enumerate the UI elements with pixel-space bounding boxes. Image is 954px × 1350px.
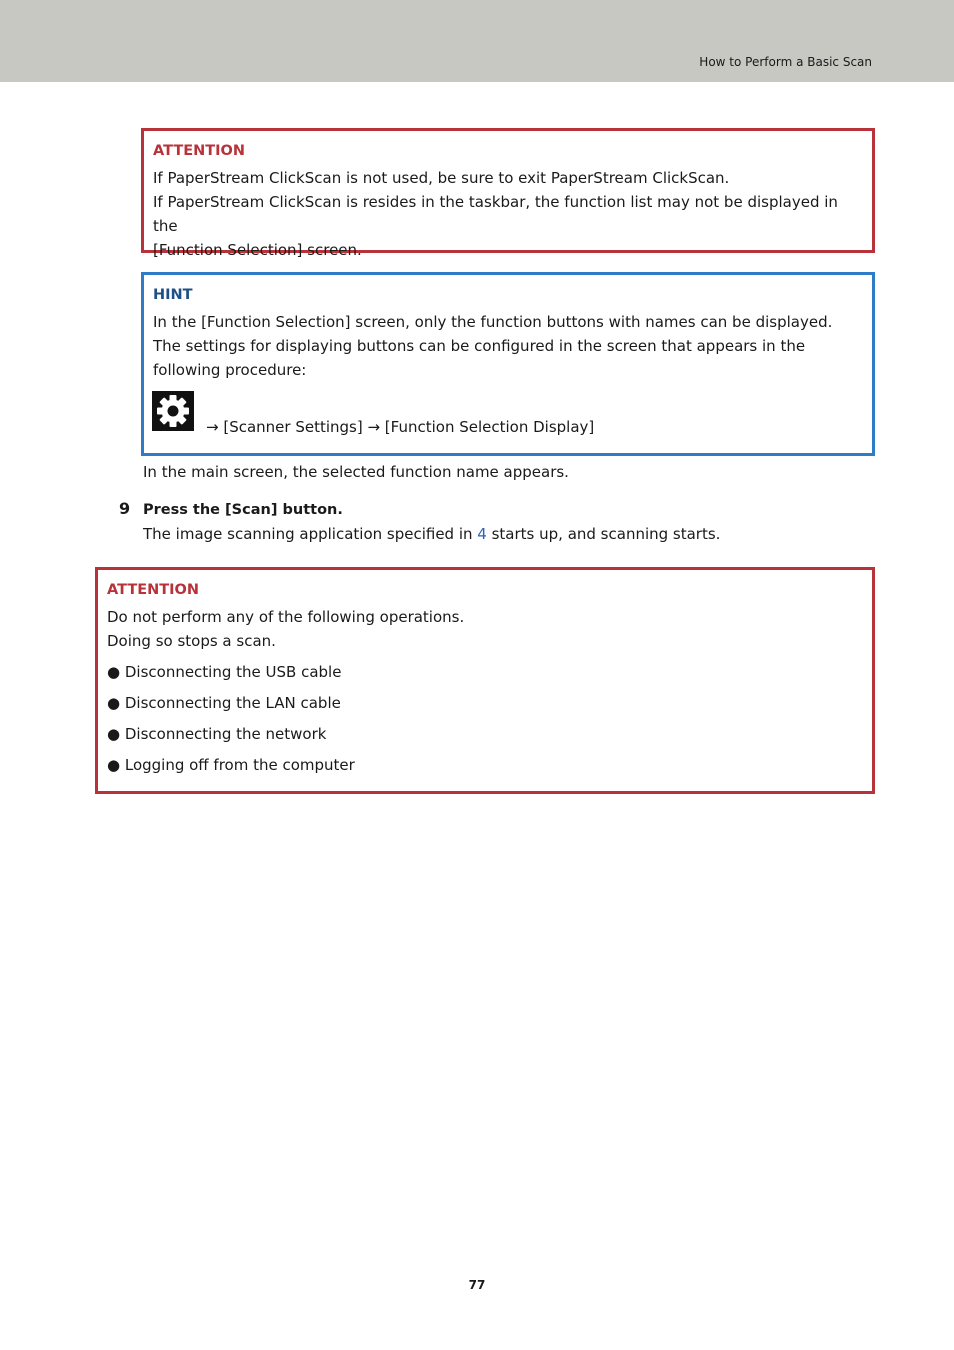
step-desc-before: The image scanning application specified in [143, 525, 478, 543]
list-item: ● Logging off from the computer [107, 756, 355, 774]
hint-box [141, 272, 875, 456]
attention-line: Do not perform any of the following operations. [107, 608, 465, 626]
attention-heading: ATTENTION [107, 582, 199, 598]
list-item: ● Disconnecting the LAN cable [107, 694, 341, 712]
attention-line: Doing so stops a scan. [107, 632, 276, 650]
step-reference-link[interactable]: 4 [477, 525, 487, 543]
attention-heading: ATTENTION [153, 143, 245, 159]
step-title: Press the [Scan] button. [143, 502, 343, 518]
attention-box-2 [95, 567, 875, 794]
hint-heading: HINT [153, 287, 193, 303]
hint-line: following procedure: [153, 361, 307, 379]
step-desc-after: starts up, and scanning starts. [486, 525, 721, 543]
procedure-path: → [Scanner Settings] → [Function Selection Display] [206, 418, 595, 436]
hint-line: In the [Function Selection] screen, only the function buttons with names can be displayed. [153, 313, 833, 331]
gear-icon [152, 391, 194, 431]
attention-line: If PaperStream ClickScan is resides in the taskbar, the function list may not be displayed in the [153, 193, 838, 235]
page-number: 77 [468, 1278, 486, 1292]
list-item: ● Disconnecting the USB cable [107, 663, 342, 681]
header-title: How to Perform a Basic Scan [699, 55, 872, 69]
hint-line: The settings for displaying buttons can be configured in the screen that appears in the [153, 337, 806, 355]
list-item: ● Disconnecting the network [107, 725, 327, 743]
step-description [143, 522, 720, 546]
attention-line: If PaperStream ClickScan is not used, be sure to exit PaperStream ClickScan. [153, 169, 730, 187]
step-number: 9 [119, 499, 131, 518]
page-header [0, 0, 954, 82]
attention-line: [Function Selection] screen. [153, 241, 362, 259]
attention-box-1 [141, 128, 875, 259]
main-screen-note: In the main screen, the selected function name appears. [143, 463, 569, 481]
